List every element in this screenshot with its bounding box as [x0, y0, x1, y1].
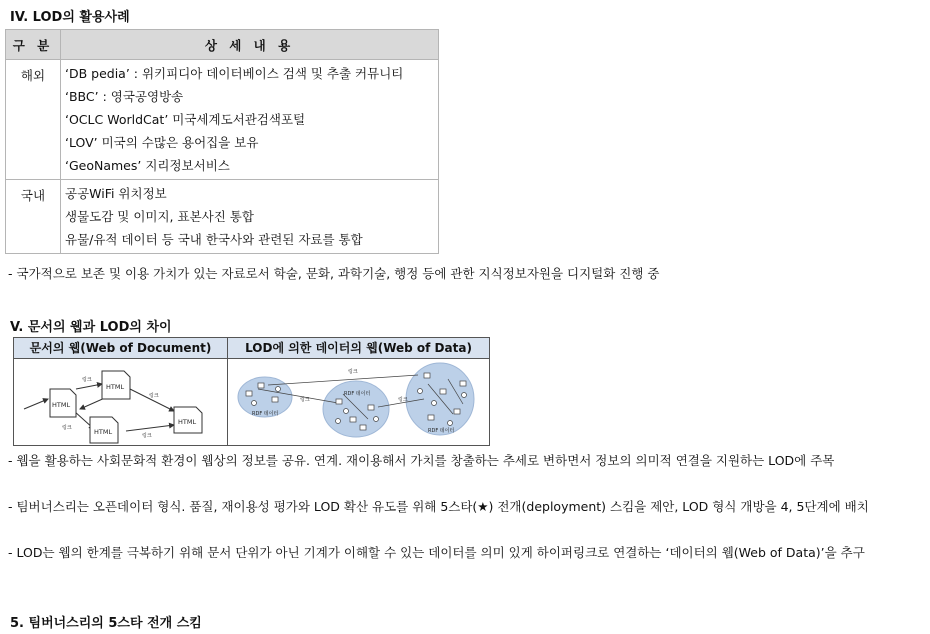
- rdf-label: RDF 데이터: [428, 428, 455, 434]
- link-label: 링크: [142, 433, 152, 439]
- table-row-overseas: [6, 60, 439, 180]
- detail-item: ‘LOV’ 미국의 수많은 용어집을 보유: [65, 135, 259, 150]
- paragraph-web-of-data: - LOD는 웹의 한계를 극복하기 위해 문서 단위가 아닌 기계가 이해할 수 있는 데이터를 의미 있게 하이퍼링크로 연결하는 ‘데이터의 웹(Web of Data)’을 추구: [8, 545, 865, 560]
- rdf-label: RDF 데이터: [252, 411, 279, 417]
- web-of-data-diagram: [228, 359, 489, 445]
- table-row-domestic: [6, 180, 439, 254]
- table-header-row: [6, 30, 439, 60]
- details-cell: [61, 60, 439, 180]
- detail-item: ‘DB pedia’ : 위키피디아 데이터베이스 검색 및 추출 커뮤니티: [65, 66, 404, 81]
- section-title-five-star: 5. 팀버너스리의 5스타 전개 스킴: [10, 616, 202, 631]
- rdf-label: RDF 데이터: [344, 391, 371, 397]
- detail-item: ‘OCLC WorldCat’ 미국세계도서관검색포털: [65, 112, 306, 127]
- detail-item: 생물도감 및 이미지, 표본사진 통합: [65, 209, 254, 224]
- header-category: 구 분: [6, 30, 61, 60]
- paragraph-lod-attention: - 웹을 활용하는 사회문화적 환경이 웹상의 정보를 공유. 연계. 재이용해서 가치를 창출하는 추세로 변하면서 정보의 의미적 연결을 지원하는 LOD에 주목: [8, 453, 835, 468]
- section-title-lod-use-cases: IV. LOD의 활용사례: [10, 10, 130, 25]
- rdf-cloud: [406, 363, 474, 435]
- doc-label: HTML: [52, 401, 71, 409]
- section-title-web-vs-lod: V. 문서의 웹과 LOD의 차이: [10, 320, 172, 335]
- web-of-data-title: LOD에 의한 데이터의 웹(Web of Data): [228, 338, 489, 359]
- paragraph-five-star-scheme: - 팀버너스리는 오픈데이터 형식. 품질, 재이용성 평가와 LOD 확산 유도를 위해 5스타(★) 전개(deployment) 스킴을 제안, LOD 형식 개방을 4, 5단계에 배치: [8, 499, 869, 514]
- rdf-cloud: [323, 381, 389, 437]
- link-label: 링크: [62, 425, 72, 431]
- web-of-document-title: 문서의 웹(Web of Document): [14, 338, 227, 359]
- detail-item: ‘GeoNames’ 지리정보서비스: [65, 158, 230, 173]
- doc-label: HTML: [178, 418, 197, 426]
- digitization-note: - 국가적으로 보존 및 이용 가치가 있는 자료로서 학술, 문화, 과학기술, 행정 등에 관한 지식정보자원을 디지털화 진행 중: [8, 266, 660, 281]
- detail-item: 공공WiFi 위치정보: [65, 186, 167, 201]
- doc-label: HTML: [106, 383, 125, 391]
- category-cell: 국내: [6, 180, 61, 254]
- web-of-document-diagram: [14, 359, 227, 445]
- web-vs-lod-figure: [13, 337, 490, 446]
- link-label: 링크: [149, 393, 159, 399]
- detail-item: 유물/유적 데이터 등 국내 한국사와 관련된 자료를 통합: [65, 232, 363, 247]
- web-of-data-panel: [228, 338, 489, 445]
- lod-use-cases-table: [5, 29, 439, 254]
- link-label: 링크: [348, 369, 358, 375]
- category-cell: 해외: [6, 60, 61, 180]
- web-of-document-panel: [14, 338, 227, 445]
- header-details: 상 세 내 용: [61, 30, 439, 60]
- doc-label: HTML: [94, 428, 113, 436]
- details-cell: [61, 180, 439, 254]
- link-label: 링크: [82, 377, 92, 383]
- link-label: 링크: [300, 397, 310, 403]
- link-label: 링크: [398, 397, 408, 403]
- detail-item: ‘BBC’ : 영국공영방송: [65, 89, 184, 104]
